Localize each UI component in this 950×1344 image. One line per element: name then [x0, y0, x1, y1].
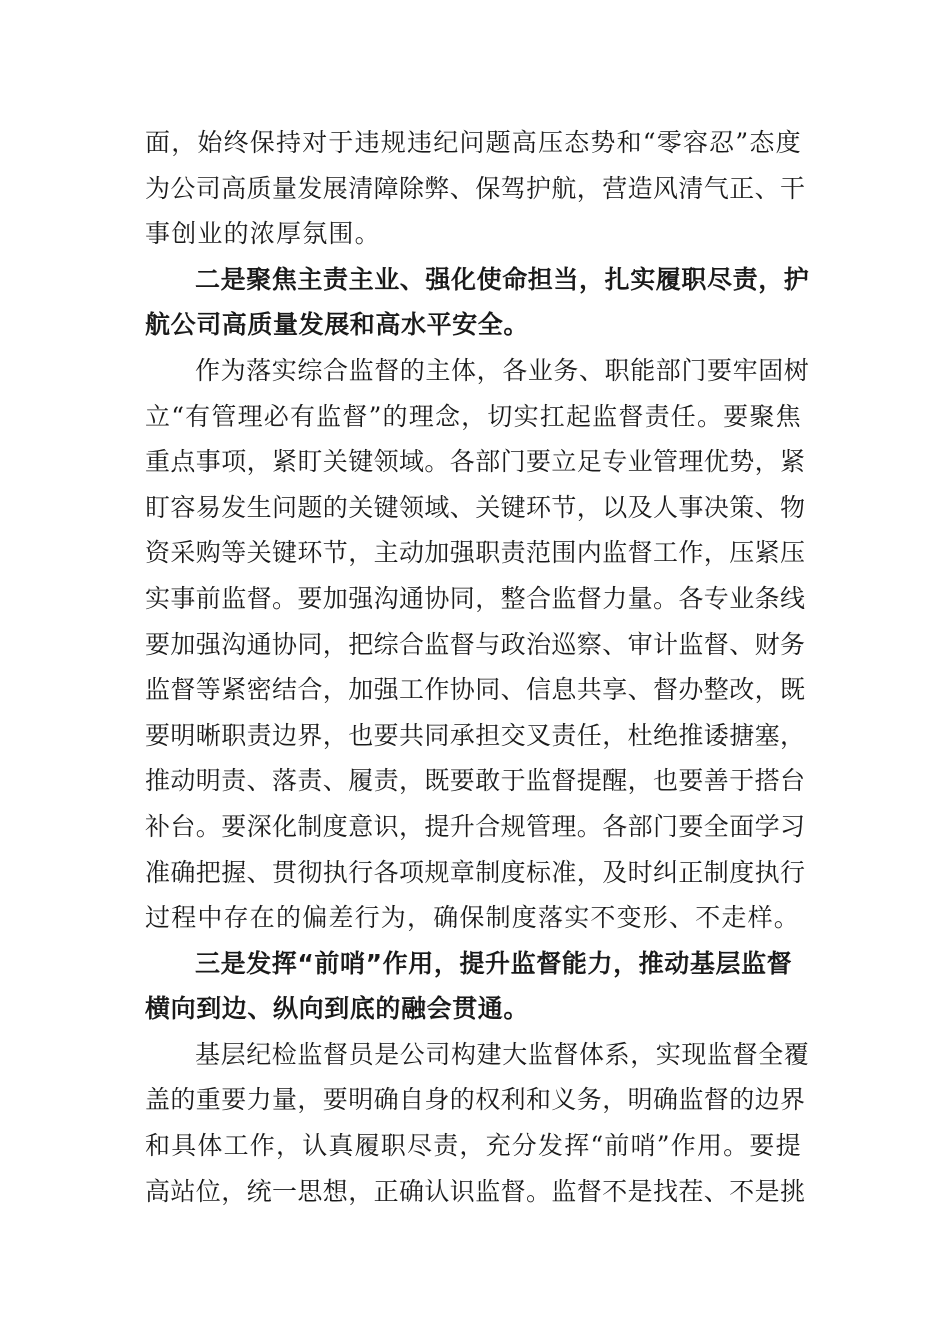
text-line: 监督等紧密结合，加强工作协同、信息共享、督办整改，既 — [145, 675, 806, 705]
text-line: 和具体工作，认真履职尽责，充分发挥“前哨”作用。要提 — [145, 1131, 802, 1161]
section-heading-2-cont: 航公司高质量发展和高水平安全。 — [145, 310, 530, 340]
text-line: 立“有管理必有监督”的理念，切实扛起监督责任。要聚焦 — [145, 401, 802, 431]
text-line: 推动明责、落责、履责，既要敢于监督提醒，也要善于搭台 — [145, 766, 806, 796]
document-body — [145, 120, 810, 1214]
text-line: 为公司高质量发展清障除弊、保驾护航，营造风清气正、干 — [145, 173, 806, 203]
section-heading-2: 二是聚焦主责主业、强化使命担当，扎实履职尽责，护 — [195, 264, 810, 294]
text-line: 事创业的浓厚氛围。 — [145, 219, 381, 249]
text-line: 盖的重要力量，要明确自身的权利和义务，明确监督的边界 — [145, 1085, 806, 1115]
text-line: 实事前监督。要加强沟通协同，整合监督力量。各专业条线 — [145, 583, 806, 613]
section-heading-3: 三是发挥“前哨”作用，提升监督能力，推动基层监督 — [195, 948, 793, 978]
text-line: 要明晰职责边界，也要共同承担交叉责任，杜绝推诿搪塞， — [145, 720, 806, 750]
paragraph-start: 基层纪检监督员是公司构建大监督体系，实现监督全覆 — [195, 1039, 810, 1069]
text-line: 准确把握、贯彻执行各项规章制度标准，及时纠正制度执行 — [145, 857, 806, 887]
text-line: 资采购等关键环节，主动加强职责范围内监督工作，压紧压 — [145, 538, 806, 568]
section-heading-3-cont: 横向到边、纵向到底的融会贯通。 — [145, 994, 530, 1024]
text-line: 面，始终保持对于违规违纪问题高压态势和“零容忍”态度 — [145, 128, 802, 157]
text-line: 盯容易发生问题的关键领域、关键环节，以及人事决策、物 — [145, 492, 806, 522]
text-line: 过程中存在的偏差行为，确保制度落实不变形、不走样。 — [145, 903, 801, 933]
text-line: 高站位，统一思想，正确认识监督。监督不是找茬、不是挑 — [145, 1176, 806, 1206]
text-line: 补台。要深化制度意识，提升合规管理。各部门要全面学习 — [145, 811, 806, 841]
text-line: 重点事项，紧盯关键领域。各部门要立足专业管理优势，紧 — [145, 447, 806, 477]
text-line: 要加强沟通协同，把综合监督与政治巡察、审计监督、财务 — [145, 629, 806, 659]
paragraph-start: 作为落实综合监督的主体，各业务、职能部门要牢固树 — [195, 355, 810, 385]
